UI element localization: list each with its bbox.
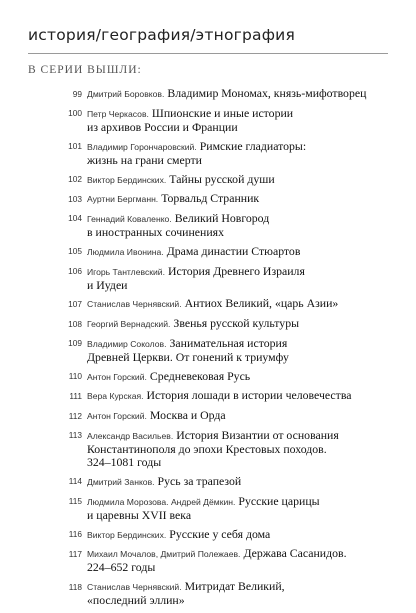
book-entry	[87, 107, 387, 134]
list-item	[0, 495, 416, 522]
list-item	[0, 528, 416, 542]
book-title: Константинополя до эпохи Крестовых походов.	[87, 442, 327, 457]
book-title: Великий Новгород	[174, 210, 270, 225]
list-item	[0, 192, 416, 206]
book-list	[0, 87, 416, 613]
book-title: и Иудеи	[87, 277, 128, 292]
book-entry	[87, 475, 387, 489]
header-rule	[28, 53, 388, 54]
book-title-line	[87, 121, 387, 134]
list-item	[0, 265, 416, 292]
book-entry	[87, 409, 387, 423]
book-entry	[87, 389, 387, 403]
book-title: Тайны русской души	[169, 171, 275, 186]
book-author: Михаил Мочалов, Дмитрий Полежаев.	[87, 549, 241, 560]
book-number: 115	[68, 496, 82, 507]
book-title-line	[87, 192, 387, 206]
book-entry	[87, 317, 387, 331]
book-title-line	[87, 212, 387, 226]
book-title-line	[87, 173, 387, 187]
book-title: Средневековая Русь	[149, 368, 251, 383]
list-item	[0, 173, 416, 187]
book-author: Геннадий Коваленко.	[87, 213, 172, 224]
book-title-line	[87, 580, 387, 594]
book-title-line	[87, 107, 387, 121]
book-title-line	[87, 389, 387, 403]
book-title: 324–1081 годы	[87, 455, 162, 470]
book-title: Занимательная история	[169, 335, 288, 350]
book-author: Станислав Чернявский.	[87, 299, 182, 310]
book-title-line	[87, 456, 387, 469]
book-number: 118	[68, 581, 82, 592]
book-title: Владимир Мономах, князь-мифотворец	[167, 86, 367, 100]
book-title-line	[87, 317, 387, 331]
book-number: 101	[68, 141, 82, 152]
book-title: из архивов России и Франции	[87, 119, 238, 134]
book-title: Держава Сасанидов.	[243, 546, 347, 561]
book-title: и царевны XVII века	[87, 507, 192, 522]
book-title-line	[87, 226, 387, 239]
list-item	[0, 580, 416, 607]
book-author: Вера Курская.	[87, 391, 144, 402]
book-entry	[87, 140, 387, 167]
book-title-line	[87, 547, 387, 561]
book-title: 224–652 годы	[87, 560, 156, 575]
list-item	[0, 317, 416, 331]
book-number: 112	[68, 410, 82, 421]
list-item	[0, 107, 416, 134]
book-title: Шпионские и иные истории	[151, 105, 294, 120]
book-title-line	[87, 140, 387, 154]
book-author: Владимир Соколов.	[87, 338, 167, 349]
book-title-line	[87, 528, 387, 542]
list-item	[0, 475, 416, 489]
list-item	[0, 429, 416, 470]
list-item	[0, 389, 416, 403]
book-title-line	[87, 154, 387, 167]
book-number: 114	[68, 476, 82, 487]
book-title: Митридат Великий,	[184, 579, 285, 594]
book-author: Дмитрий Занков.	[87, 476, 155, 487]
book-author: Игорь Тантлевский.	[87, 266, 165, 277]
book-entry	[87, 580, 387, 607]
book-number: 103	[68, 193, 82, 204]
book-title-line	[87, 87, 387, 101]
book-title: Москва и Орда	[149, 408, 226, 423]
book-entry	[87, 528, 387, 542]
book-entry	[87, 337, 387, 364]
list-item	[0, 547, 416, 574]
book-title: Звенья русской культуры	[173, 316, 300, 331]
book-number: 106	[68, 266, 82, 277]
book-entry	[87, 370, 387, 384]
book-title: Русские царицы	[238, 493, 320, 508]
book-title: Русские у себя дома	[169, 526, 271, 541]
book-title-line	[87, 245, 387, 259]
book-author: Антон Горский.	[87, 411, 147, 422]
book-author: Станислав Чернявский.	[87, 582, 182, 593]
book-number: 102	[68, 174, 82, 185]
book-title: История Древнего Израиля	[168, 263, 305, 278]
series-title: история/география/этнография	[28, 26, 295, 44]
book-title-line	[87, 297, 387, 311]
book-author: Александр Васильев.	[87, 430, 174, 441]
book-entry	[87, 173, 387, 187]
book-author: Георгий Вернадский.	[87, 319, 171, 330]
book-title: Римские гладиаторы:	[199, 138, 307, 153]
book-title-line	[87, 370, 387, 384]
book-author: Дмитрий Боровков.	[87, 89, 165, 99]
list-item	[0, 370, 416, 384]
book-title-line	[87, 409, 387, 423]
book-title: Торвальд Странник	[161, 191, 260, 206]
book-author: Виктор Бердинских.	[87, 174, 167, 185]
book-number: 111	[69, 390, 82, 401]
section-subhead: В СЕРИИ ВЫШЛИ:	[28, 64, 142, 76]
book-title: История лошади в истории человечества	[146, 388, 352, 403]
list-item	[0, 409, 416, 423]
book-entry	[87, 245, 387, 259]
book-title: История Византии от основания	[176, 427, 339, 442]
book-number: 109	[68, 338, 82, 349]
book-title-line	[87, 594, 387, 607]
book-author: Антон Горский.	[87, 371, 147, 382]
book-number: 110	[68, 371, 82, 382]
book-entry	[87, 212, 387, 239]
book-title-line	[87, 429, 387, 443]
book-title-line	[87, 337, 387, 351]
book-title-line	[87, 475, 387, 489]
book-number: 107	[68, 298, 82, 309]
book-author: Петр Черкасов.	[87, 108, 149, 119]
book-entry	[87, 429, 387, 470]
book-author: Людмила Ивонина.	[87, 246, 164, 257]
book-title-line	[87, 279, 387, 292]
list-item	[0, 212, 416, 239]
book-entry	[87, 87, 387, 101]
book-title: Антиох Великий, «царь Азии»	[184, 296, 339, 311]
book-author: Владимир Горончаровский.	[87, 141, 197, 152]
book-title: Древней Церкви. От гонений к триумфу	[87, 350, 289, 365]
book-author: Ауртни Бергманн.	[87, 194, 159, 205]
book-title-line	[87, 495, 387, 509]
book-number: 116	[68, 529, 82, 540]
book-title: «последний эллин»	[87, 593, 185, 608]
book-title: в иностранных сочинениях	[87, 225, 224, 240]
book-entry	[87, 265, 387, 292]
list-item	[0, 337, 416, 364]
book-title-line	[87, 509, 387, 522]
book-title-line	[87, 265, 387, 279]
book-number: 113	[68, 430, 82, 441]
list-item	[0, 87, 416, 101]
book-author: Виктор Бердинских.	[87, 529, 167, 540]
book-entry	[87, 192, 387, 206]
book-entry	[87, 495, 387, 522]
book-number: 108	[68, 318, 82, 329]
book-title-line	[87, 351, 387, 364]
book-number: 104	[68, 213, 82, 224]
book-author: Людмила Морозова. Андрей Дёмкин.	[87, 496, 236, 507]
list-item	[0, 245, 416, 259]
book-number: 99	[72, 88, 82, 99]
book-number: 105	[68, 246, 82, 257]
book-title: Драма династии Стюартов	[166, 243, 301, 258]
book-number: 117	[68, 548, 82, 559]
book-title-line	[87, 561, 387, 574]
book-entry	[87, 297, 387, 311]
list-item	[0, 297, 416, 311]
book-number: 100	[68, 108, 82, 119]
list-item	[0, 140, 416, 167]
book-entry	[87, 547, 387, 574]
book-title: жизнь на грани смерти	[87, 152, 202, 167]
book-title: Русь за трапезой	[157, 473, 242, 488]
